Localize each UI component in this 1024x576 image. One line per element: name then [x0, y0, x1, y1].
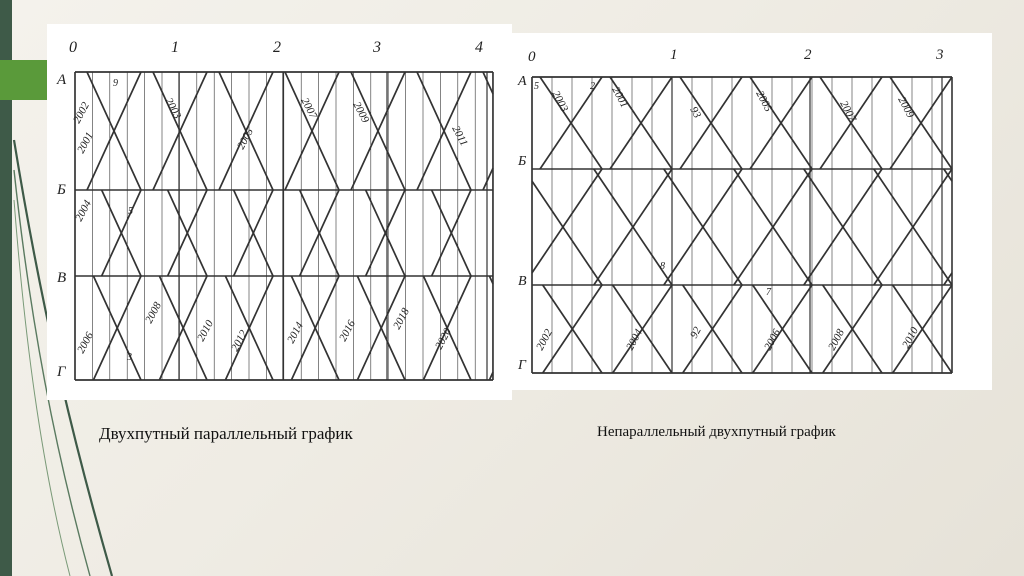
hour-label: 2: [804, 47, 812, 63]
hour-label: 1: [171, 39, 179, 56]
interval-label: 9: [113, 78, 118, 89]
train-label: 2014: [285, 320, 306, 346]
hour-axis-labels: [69, 39, 483, 56]
station-label: Б: [57, 182, 66, 198]
train-label: 2004: [624, 327, 645, 353]
hour-axis-labels: [528, 47, 944, 65]
train-number-labels: [71, 96, 470, 356]
station-label: А: [57, 72, 67, 88]
train-label: 2010: [195, 318, 216, 344]
hour-label: 0: [69, 39, 77, 56]
train-label: 2018: [391, 306, 412, 332]
train-label: 2012: [229, 328, 250, 354]
train-label: 2008: [143, 300, 164, 326]
train-label: 2001: [75, 130, 96, 156]
train-label: 2001: [609, 84, 631, 110]
train-label: 2007: [298, 95, 320, 121]
station-labels: [517, 74, 527, 373]
interval-label: 8: [660, 261, 665, 272]
train-label: 2011: [449, 123, 470, 149]
train-path: [532, 181, 602, 285]
hour-label: 1: [670, 47, 678, 63]
train-label: 92: [688, 325, 704, 341]
interval-label: 5: [534, 81, 539, 92]
train-label: 2020: [433, 326, 454, 352]
station-labels: [56, 72, 67, 380]
schedule-grid: [532, 77, 952, 373]
caption-parallel-schedule: Двухпутный параллельный график: [99, 424, 353, 443]
station-label: А: [518, 74, 527, 89]
parallel-schedule-panel: [47, 24, 512, 400]
train-path: [483, 72, 493, 94]
train-label: 2009: [350, 99, 372, 125]
schedule-grid: [75, 72, 493, 380]
hour-label: 4: [475, 39, 483, 56]
caption-nonparallel-schedule: Непараллельный двухпутный график: [597, 424, 836, 440]
train-label: 2016: [337, 318, 358, 344]
train-label: 2003: [549, 88, 571, 114]
train-label: 2005: [235, 126, 256, 152]
train-path: [483, 168, 493, 190]
hour-label: 3: [936, 47, 944, 63]
station-label: Г: [518, 358, 526, 373]
train-label: 2002: [71, 100, 92, 126]
hour-label: 3: [373, 39, 381, 56]
train-label: 2010: [900, 325, 921, 351]
train-label: 2006: [75, 330, 96, 356]
train-label: 2007: [837, 98, 859, 124]
train-label: 93: [687, 104, 704, 121]
train-label: 2009: [895, 94, 917, 120]
nonparallel-schedule-panel: [512, 33, 992, 390]
train-label: 2008: [826, 327, 847, 353]
interval-label: 2: [590, 81, 595, 92]
station-label: Б: [518, 154, 527, 169]
interval-label: 7: [766, 287, 771, 298]
station-label: В: [57, 270, 67, 286]
small-interval-labels: [534, 81, 775, 298]
interval-label: 3: [127, 352, 132, 363]
station-label: В: [518, 274, 527, 289]
train-label: 2006: [762, 327, 783, 353]
train-label: 2003: [162, 95, 184, 121]
interval-label: 5: [128, 206, 133, 217]
train-path: [532, 169, 602, 273]
station-label: Г: [57, 364, 66, 380]
train-label: 2004: [73, 198, 94, 224]
hour-label: 2: [273, 39, 281, 56]
train-label: 2005: [753, 88, 775, 114]
train-label: 2002: [534, 327, 555, 353]
hour-label: 0: [528, 49, 536, 65]
